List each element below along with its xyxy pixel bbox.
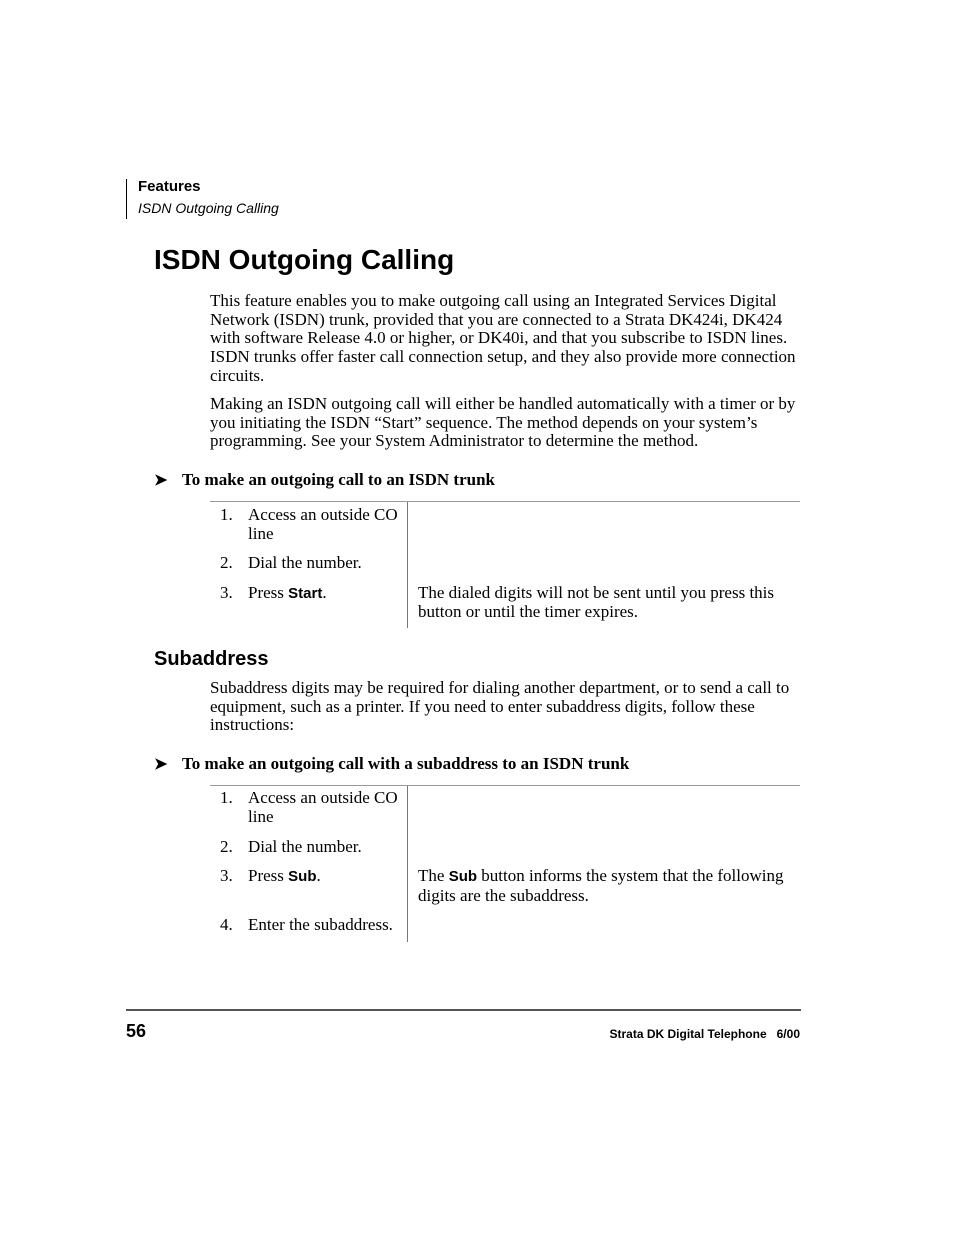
header-rule — [126, 179, 127, 219]
page-number: 56 — [126, 1021, 147, 1041]
note-text-after: button informs the system that the following digits are the subaddress. — [418, 866, 784, 905]
sub-key: Sub — [288, 868, 317, 885]
step-note — [418, 867, 798, 905]
subaddress-paragraph: Subaddress digits may be required for dialing another department, or to send a call to equipment, such as a printer. If you need to enter subaddress digits, follow these instructions: — [210, 678, 790, 735]
header-subsection: ISDN Outgoing Calling — [138, 200, 279, 216]
step-text-before: Press — [248, 866, 289, 885]
step-number: 4. — [220, 915, 233, 934]
step-number: 2. — [220, 837, 233, 856]
table-top-rule — [210, 501, 800, 502]
arrow-right-icon: ➤ — [154, 472, 168, 489]
step-number: 3. — [220, 866, 233, 885]
procedure-heading-1 — [154, 470, 495, 490]
step-text-after: . — [316, 866, 321, 885]
step-text: Access an outside CO line — [248, 788, 398, 826]
step-text-before: Press — [248, 583, 289, 602]
step-text: Dial the number. — [248, 553, 362, 572]
step-text — [248, 584, 400, 604]
step-text: Dial the number. — [248, 837, 362, 856]
header-section: Features — [138, 178, 201, 195]
step-text — [248, 867, 400, 887]
page-title: ISDN Outgoing Calling — [154, 244, 455, 275]
arrow-right-icon: ➤ — [154, 756, 168, 773]
step-number: 1. — [220, 505, 233, 524]
procedure-heading-text: To make an outgoing call with a subaddress to an ISDN trunk — [182, 754, 630, 773]
step-text: Enter the subaddress. — [248, 915, 393, 934]
table-column-divider — [407, 502, 408, 628]
footer-doc-title: Strata DK Digital Telephone 6/00 — [609, 1027, 800, 1041]
footer-rule — [126, 1009, 801, 1011]
procedure-heading-2 — [154, 754, 629, 774]
step-number: 2. — [220, 553, 233, 572]
section-heading-subaddress: Subaddress — [154, 648, 269, 670]
intro-paragraph-2: Making an ISDN outgoing call will either be handled automatically with a timer or by you initiating the ISDN “Start” sequence. The method depends on your system’s programming. See your System Administrator to determine the method. — [210, 394, 796, 451]
step-text-after: . — [322, 583, 327, 602]
sub-key: Sub — [448, 868, 478, 885]
step-number: 1. — [220, 788, 233, 807]
start-key: Start — [288, 585, 323, 602]
step-number: 3. — [220, 583, 233, 602]
procedure-heading-text: To make an outgoing call to an ISDN trunk — [182, 470, 495, 489]
step-text: Access an outside CO line — [248, 505, 398, 543]
step-note: The dialed digits will not be sent until you press this button or until the timer expires. — [418, 583, 775, 621]
intro-paragraph-1: This feature enables you to make outgoing call using an Integrated Services Digital Network (ISDN) trunk, provided that you are connected to a Strata DK424i, DK424 with software Release 4.0 or higher, or DK40i, and that you subscribe to ISDN lines. ISDN trunks offer faster call connection setup, and they also provide more connection circuits. — [210, 291, 796, 385]
note-text-before: The — [418, 866, 449, 885]
table-top-rule — [210, 785, 800, 786]
